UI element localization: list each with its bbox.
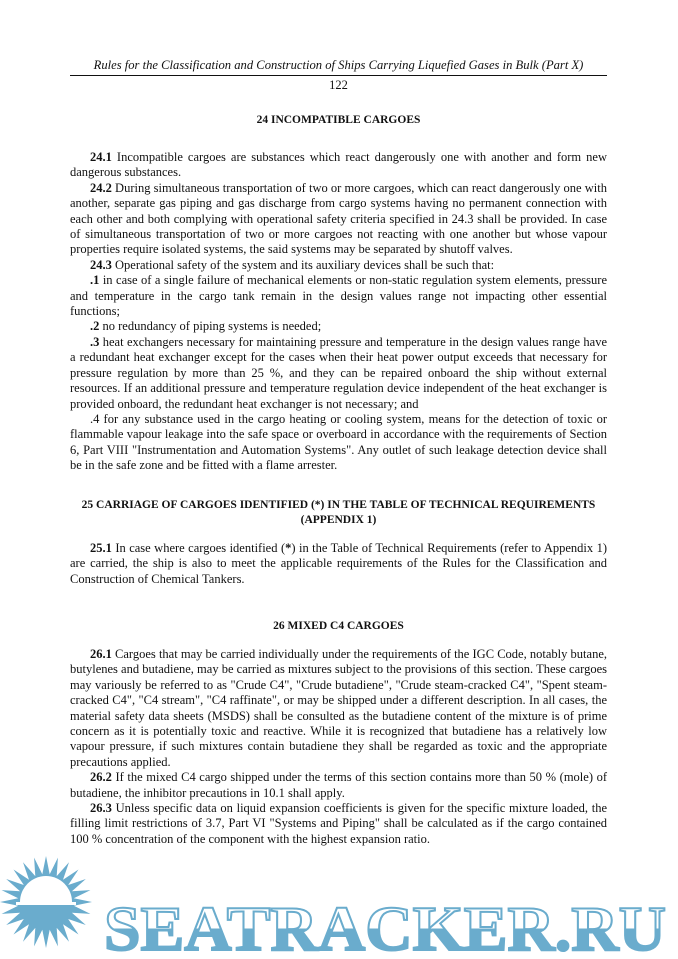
paragraph-24-2: [70, 181, 607, 258]
section-26-body: [70, 647, 607, 847]
item-number: .3: [90, 334, 100, 349]
asterisk: *: [285, 541, 292, 555]
item-2: [70, 319, 607, 334]
clause-text: In case where cargoes identified (: [111, 541, 286, 555]
item-text: no redundancy of piping systems is needed;: [99, 319, 322, 334]
clause-number: 26.2: [90, 770, 112, 785]
clause-number: 26.3: [90, 801, 112, 816]
paragraph-24-1: [70, 150, 607, 181]
clause-text: ) in the Table of Technical Requirements (refer to Appendix 1) are carried, the ship is also to meet the applicable requirements of the Rules for the Classification and Construction of Chemical Tankers.: [70, 541, 607, 586]
item-3: [70, 335, 607, 412]
item-text: in case of a single failure of mechanical elements or non-static regulation system elements, pressure and temperature in the cargo tank remain in the design values range not impacting other essential functions;: [70, 273, 607, 319]
paragraph-25-1: [70, 541, 607, 587]
page-number: 122: [329, 78, 348, 92]
paragraph-26-2: [70, 770, 607, 801]
watermark-text: SEATRACKER.RU: [104, 893, 666, 959]
sun-logo-icon: [0, 856, 92, 948]
clause-text: Operational safety of the system and its auxiliary devices shall be such that:: [111, 257, 495, 272]
item-number: .2: [90, 319, 100, 334]
heading-line: (APPENDIX 1): [300, 514, 377, 527]
section-24-body: [70, 150, 607, 474]
clause-text: During simultaneous transportation of two or more cargoes, which can react dangerously one with another, separate gas piping and gas discharge from cargo systems having no permanent connection with each other and both complying with operational safety criteria specified in 24.3 shall be provided. In case of simultaneous transportation of two or more cargoes not reacting with one another but whose vapour properties require isolated systems, the said systems may be separated by shutoff valves.: [70, 180, 607, 257]
seatracker-watermark: [0, 850, 678, 959]
running-header: Rules for the Classification and Construction of Ships Carrying Liquefied Gases in Bulk (Part X): [93, 58, 584, 72]
paragraph-26-3: [70, 801, 607, 847]
section-25-body: [70, 541, 607, 587]
clause-text: If the mixed C4 cargo shipped under the terms of this section contains more than 50 % (mole) of butadiene, the inhibitor precautions in 10.1 shall apply.: [70, 770, 607, 800]
paragraph-24-3: [70, 258, 607, 273]
clause-text: Cargoes that may be carried individually under the requirements of the IGC Code, notably butane, butylenes and butadiene, may be carried as mixtures subject to the provisions of this section. These cargoes may variously be referred to as "Crude C4", "Crude butadiene", "Crude steam-cracked C4", "Spent steam-cracked C4", "C4 stream", "C4 raffinate", or may be shipped under a different description. In all cases, the material safety data sheets (MSDS) shall be consulted as the butadiene content of the mixture is of prime concern as it is potentially toxic and reactive. While it is recognized that butadiene has a relatively low vapour pressure, if such mixtures contain butadiene they shall be regarded as toxic and the appropriate precautions applied.: [70, 647, 607, 769]
clause-text: Incompatible cargoes are substances which react dangerously one with another and form new dangerous substances.: [70, 150, 607, 180]
header-rule: [70, 75, 607, 76]
item-4: .4 for any substance used in the cargo heating or cooling system, means for the detection of toxic or flammable vapour leakage into the safe space or overboard in accordance with the requirements of Section 6, Part VIII "Instrumentation and Automation Systems". Any outlet of such leakage detection device shall be in the safe zone and be fitted with a flame arrester.: [70, 411, 607, 473]
section-25-heading: [70, 498, 607, 529]
clause-number: 24.1: [90, 150, 112, 164]
section-24-heading: 24 INCOMPATIBLE CARGOES: [256, 114, 421, 126]
clause-number: 25.1: [90, 541, 112, 555]
clause-number: 24.2: [90, 180, 112, 195]
item-1: [70, 273, 607, 319]
section-26-heading: 26 MIXED C4 CARGOES: [273, 620, 404, 632]
horizon-line: [16, 902, 76, 905]
item-text: heat exchangers necessary for maintaining pressure and temperature in the design values range have a redundant heat exchanger except for the cases when their heat power output exceeds that necessary for pressure regulation by more than 25 %, and they can be repaired onboard the ship without external resources. If an additional pressure and temperature regulation device independent of the heat exchanger is provided onboard, the redundant heat exchanger is not necessary; and: [70, 334, 607, 411]
clause-number: 26.1: [90, 647, 112, 661]
paragraph-26-1: [70, 647, 607, 770]
clause-text: Unless specific data on liquid expansion coefficients is given for the specific mixture loaded, the filling limit restrictions of 3.7, Part VI "Systems and Piping" shall be calculated as if the cargo contained 100 % concentration of the component with the highest expansion ratio.: [70, 801, 607, 846]
clause-number: 24.3: [90, 257, 112, 272]
item-number: .1: [90, 273, 100, 288]
heading-line: 25 CARRIAGE OF CARGOES IDENTIFIED (*) IN THE TABLE OF TECHNICAL REQUIREMENTS: [81, 499, 596, 511]
